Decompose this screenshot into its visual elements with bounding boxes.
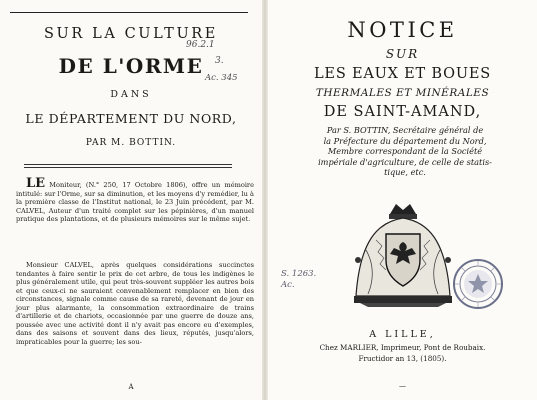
- imperial-arms-emblem: [348, 200, 458, 312]
- right-title-line1: NOTICE: [347, 18, 458, 42]
- left-title-line3: DANS: [110, 89, 152, 100]
- library-stamp-text: [281, 269, 316, 291]
- handwritten-note-2: 3.: [215, 56, 224, 66]
- imprint-date: Fructidor an 13, (1805).: [358, 354, 447, 363]
- left-paragraph-1-text: Moniteur, (N.° 250, 17 Octobre 1806), offre un mémoire intitulé: sur l'Orme, sur sa diminution, et les moyens d'y remédier, lu à la première classe de l'Institut national, le 23 Juin précédent, par M. CALVEL, Auteur d'un traité complet sur les pépinières, d'un manuel pratique des plantations, et de plusieurs mémoires sur le même sujet.: [16, 181, 254, 223]
- imprint-city: A LILLE,: [369, 329, 436, 340]
- top-rule: [10, 12, 248, 13]
- library-seal: [452, 258, 504, 314]
- stamp-ac: Ac.: [281, 280, 295, 290]
- handwritten-note-3: Ac. 345: [205, 73, 238, 83]
- right-page: [268, 0, 537, 400]
- double-rule-top: [24, 164, 232, 165]
- imprint-printer: Chez MARLIER, Imprimeur, Pont de Roubaix.: [319, 343, 486, 352]
- round-seal-icon: [452, 258, 504, 310]
- dropcap: LE: [26, 176, 46, 191]
- right-title-line3: LES EAUX ET BOUES: [314, 66, 491, 82]
- author-line-5: tique, etc.: [384, 167, 426, 177]
- author-line-2: la Préfecture du département du Nord,: [323, 135, 487, 146]
- left-title-line2: DE L'ORME: [58, 54, 204, 78]
- author-line-3: Membre correspondant de la Société: [327, 146, 483, 156]
- left-author: PAR M. BOTTIN.: [85, 138, 177, 148]
- double-rule-bottom: [24, 167, 232, 168]
- left-paragraph-2: [16, 261, 254, 346]
- right-title-line4: THERMALES ET MINÉRALES: [315, 87, 490, 99]
- author-line-1: Par S. BOTTIN, Secrétaire général de: [326, 125, 484, 135]
- right-title-line5: DE SAINT-AMAND,: [323, 104, 482, 120]
- right-title-line2: SUR: [385, 47, 420, 61]
- left-title-line1: SUR LA CULTURE: [44, 26, 218, 42]
- page-signature: A: [128, 383, 134, 391]
- author-line-4: impériale d'agriculture, de celle de statis-: [318, 156, 492, 167]
- left-title-line4: LE DÉPARTEMENT DU NORD,: [25, 111, 237, 126]
- stamp-number: S. 1263.: [281, 269, 317, 279]
- bottom-mark: —: [399, 382, 406, 390]
- handwritten-note-1: 96.2.1: [186, 40, 215, 50]
- eagle-arms-icon: [348, 200, 458, 308]
- left-page: [0, 0, 262, 400]
- right-author-block: [298, 125, 512, 178]
- left-paragraph-2-text: Monsieur CALVEL, après quelques considérations succinctes tendantes à faire sentir le prix de cet arbre, de tous les indigènes le plus généralement utile, qui peut très-souvent suppléer les autres bois et que ceux-ci ne sauraient convenablement remplacer en bien des circonstances, signale comme cause de sa rareté, devenant de jour en jour plus alarmante, la consommation extraordinaire de trains d'artillerie et de chariots, occasionnée par une guerre de douze ans, poussée avec une activité dont il n'y avait pas encore eu d'exemples, dans des saisons et souvent dans des lieux, réputés, jusqu'alors, impraticables pour la guerre; les sou-: [16, 261, 254, 346]
- left-paragraph-1: [16, 176, 254, 224]
